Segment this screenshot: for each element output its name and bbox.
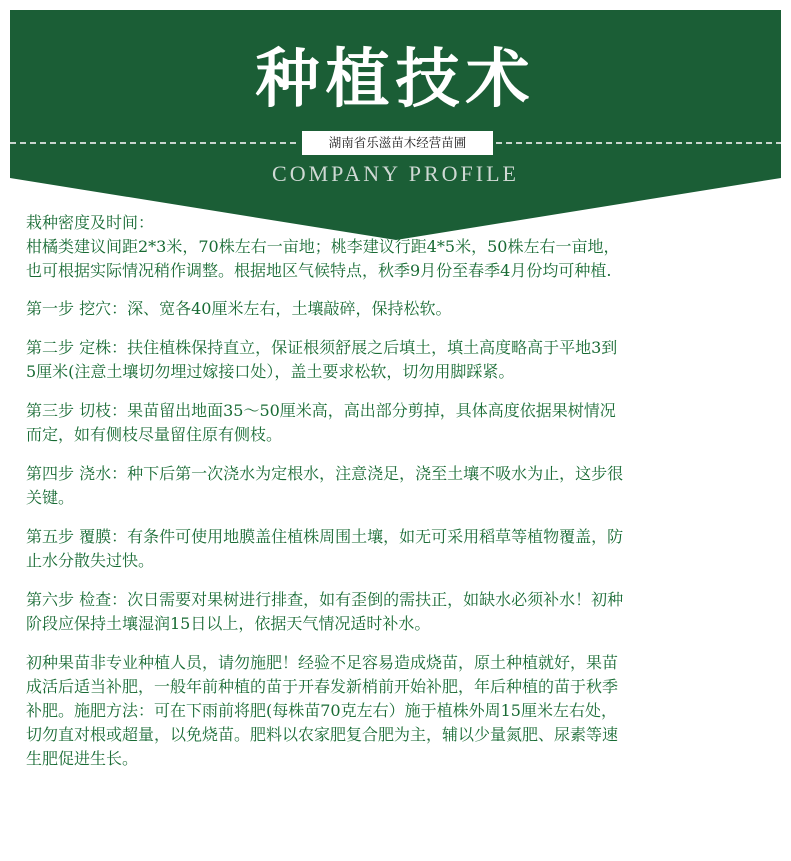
paragraph-step-6: 第六步 检查：次日需要对果树进行排查，如有歪倒的需扶正，如缺水必须补水！初种 阶段应保持土壤湿润15日以上，依据天气情况适时补水。 xyxy=(26,590,624,633)
company-profile-label: COMPANY PROFILE xyxy=(272,161,519,186)
planting-instructions xyxy=(26,211,778,786)
page-title: 种植技术 xyxy=(255,43,536,117)
paragraph-step-2: 第二步 定株：扶住植株保持直立，保证根须舒展之后填土，填土高度略高于平地3到 5厘米(注意土壤切勿埋过嫁接口处），盖土要求松软，切勿用脚踩紧。 xyxy=(26,338,618,381)
paragraph-density: 栽种密度及时间： 柑橘类建议间距2*3米，70株左右一亩地；桃李建议行距4*5米，50株左右一亩地， 也可根据实际情况稍作调整。根据地区气候特点，秋季9月份至春季4月份均可种植. xyxy=(26,213,620,280)
paragraph-step-3: 第三步 切枝：果苗留出地面35～50厘米高，高出部分剪掉，具体高度依据果树情况 而定，如有侧枝尽量留住原有侧枝。 xyxy=(26,401,616,444)
paragraph-step-5: 第五步 覆膜：有条件可使用地膜盖住植株周围土壤，如无可采用稻草等植物覆盖，防 止水分散失过快。 xyxy=(26,527,624,570)
paragraph-step-4: 第四步 浇水：种下后第一次浇水为定根水，注意浇足，浇至土壤不吸水为止，这步很 关键。 xyxy=(26,464,624,507)
paragraph-step-1: 第一步 挖穴：深、宽各40厘米左右，土壤敲碎，保持松软。 xyxy=(26,299,452,318)
nursery-name: 湖南省乐滋苗木经营苗圃 xyxy=(302,131,493,155)
paragraph-fertilizer: 初种果苗非专业种植人员，请勿施肥！经验不足容易造成烧苗，原土种植就好，果苗 成活后适当补肥，一般年前种植的苗于开春发新梢前开始补肥，年后种植的苗于秋季 补肥。施肥方法：可在下雨前将肥(每株苗70克左右）施于植株外周15厘米左右处， 切勿直对根或超量，以免烧苗。肥料以农家肥复合肥为主，辅以少量氮肥、尿素等速 生肥促进生长。 xyxy=(26,653,619,768)
